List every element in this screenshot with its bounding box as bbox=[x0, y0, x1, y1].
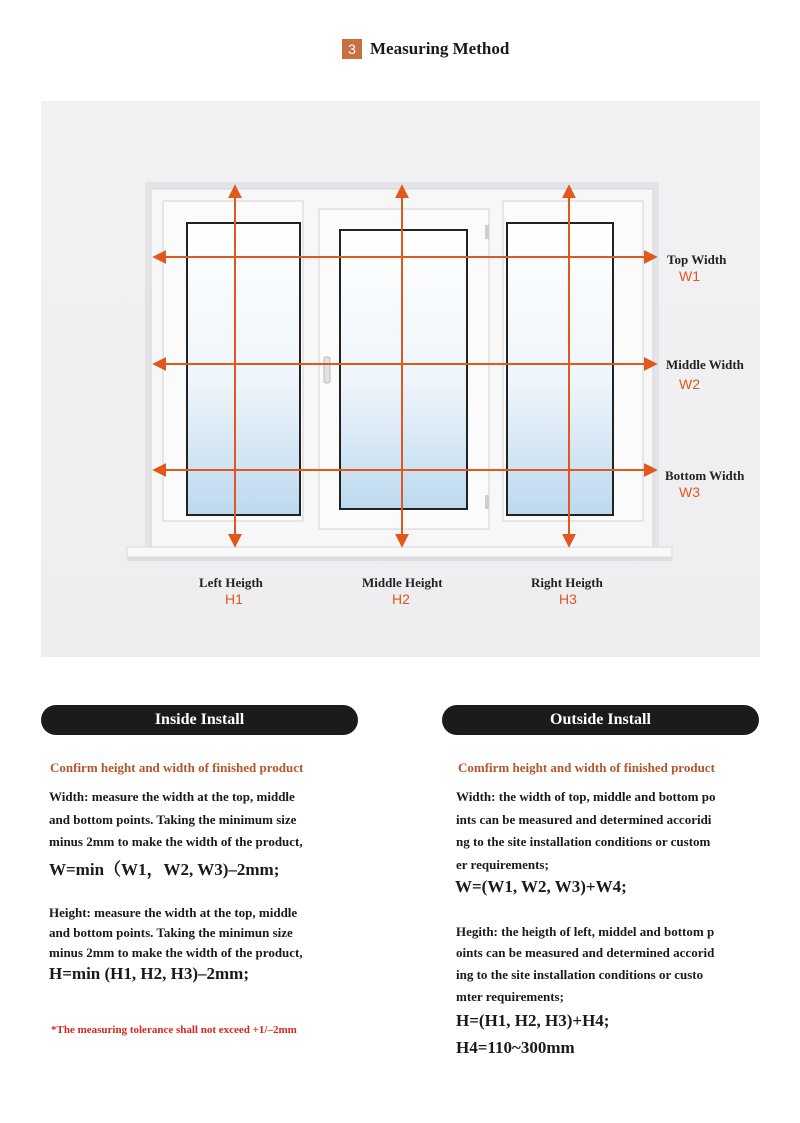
inside-confirm-heading: Confirm height and width of finished product bbox=[50, 760, 304, 775]
outside-width-formula: W=(W1, W2, W3)+W4; bbox=[455, 877, 627, 896]
left-height-label: Left Heigth bbox=[199, 575, 263, 590]
outside-height-formula-2: H4=110~300mm bbox=[456, 1038, 575, 1057]
h3-code: H3 bbox=[559, 591, 577, 607]
inside-width-line-2: and bottom points. Taking the minimum size bbox=[49, 812, 297, 827]
h2-code: H2 bbox=[392, 591, 410, 607]
hinge-bottom bbox=[485, 495, 489, 509]
outside-height-formula-1: H=(H1, H2, H3)+H4; bbox=[456, 1011, 610, 1030]
left-glass bbox=[187, 223, 300, 515]
h1-code: H1 bbox=[225, 591, 243, 607]
tolerance-note: *The measuring tolerance shall not exceed +1/–2mm bbox=[51, 1024, 297, 1036]
outside-width-line-2: ints can be measured and determined accoridi bbox=[456, 812, 712, 827]
outside-height-line-1: Hegith: the heigth of left, middel and bottom p bbox=[456, 924, 715, 939]
outside-confirm-heading: Comfirm height and width of finished product bbox=[458, 760, 715, 775]
window-handle bbox=[324, 357, 330, 383]
section-header bbox=[342, 38, 509, 60]
inside-height-formula: H=min (H1, H2, H3)–2mm; bbox=[49, 964, 249, 983]
inside-width-formula: W=min（W1，W2, W3)–2mm; bbox=[49, 860, 280, 879]
w3-code: W3 bbox=[679, 484, 700, 500]
sill-shadow bbox=[127, 557, 672, 561]
inside-height-line-1: Height: measure the width at the top, middle bbox=[49, 905, 298, 920]
inside-height-line-3: minus 2mm to make the width of the product, bbox=[49, 945, 303, 960]
bottom-width-label: Bottom Width bbox=[665, 468, 745, 483]
inside-install-heading: Inside Install bbox=[41, 705, 358, 735]
inside-height-line-2: and bottom points. Taking the minimun size bbox=[49, 925, 293, 940]
outside-height-line-3: ing to the site installation conditions or custo bbox=[456, 967, 704, 982]
middle-glass bbox=[340, 230, 467, 509]
top-width-label: Top Width bbox=[667, 252, 727, 267]
outside-width-line-1: Width: the width of top, middle and bottom po bbox=[456, 789, 716, 804]
outside-height-line-2: oints can be measured and determined accorid bbox=[456, 945, 715, 960]
w1-code: W1 bbox=[679, 268, 700, 284]
section-title: Measuring Method bbox=[370, 39, 510, 58]
middle-width-label: Middle Width bbox=[666, 357, 744, 372]
inside-width-line-3: minus 2mm to make the width of the product, bbox=[49, 834, 303, 849]
window-illustration bbox=[41, 101, 760, 657]
step-number-badge: 3 bbox=[342, 39, 362, 59]
right-height-label: Right Heigth bbox=[531, 575, 603, 590]
inside-width-line-1: Width: measure the width at the top, middle bbox=[49, 789, 295, 804]
right-glass bbox=[507, 223, 613, 515]
outside-install-heading: Outside Install bbox=[442, 705, 759, 735]
window-sill bbox=[127, 547, 672, 557]
outside-width-line-4: er requirements; bbox=[456, 857, 549, 872]
w2-code: W2 bbox=[679, 376, 700, 392]
outside-width-line-3: ng to the site installation conditions or custom bbox=[456, 834, 711, 849]
window-measurement-diagram bbox=[41, 101, 760, 657]
middle-height-label: Middle Height bbox=[362, 575, 443, 590]
outside-height-line-4: mter requirements; bbox=[456, 989, 564, 1004]
hinge-top bbox=[485, 225, 489, 239]
